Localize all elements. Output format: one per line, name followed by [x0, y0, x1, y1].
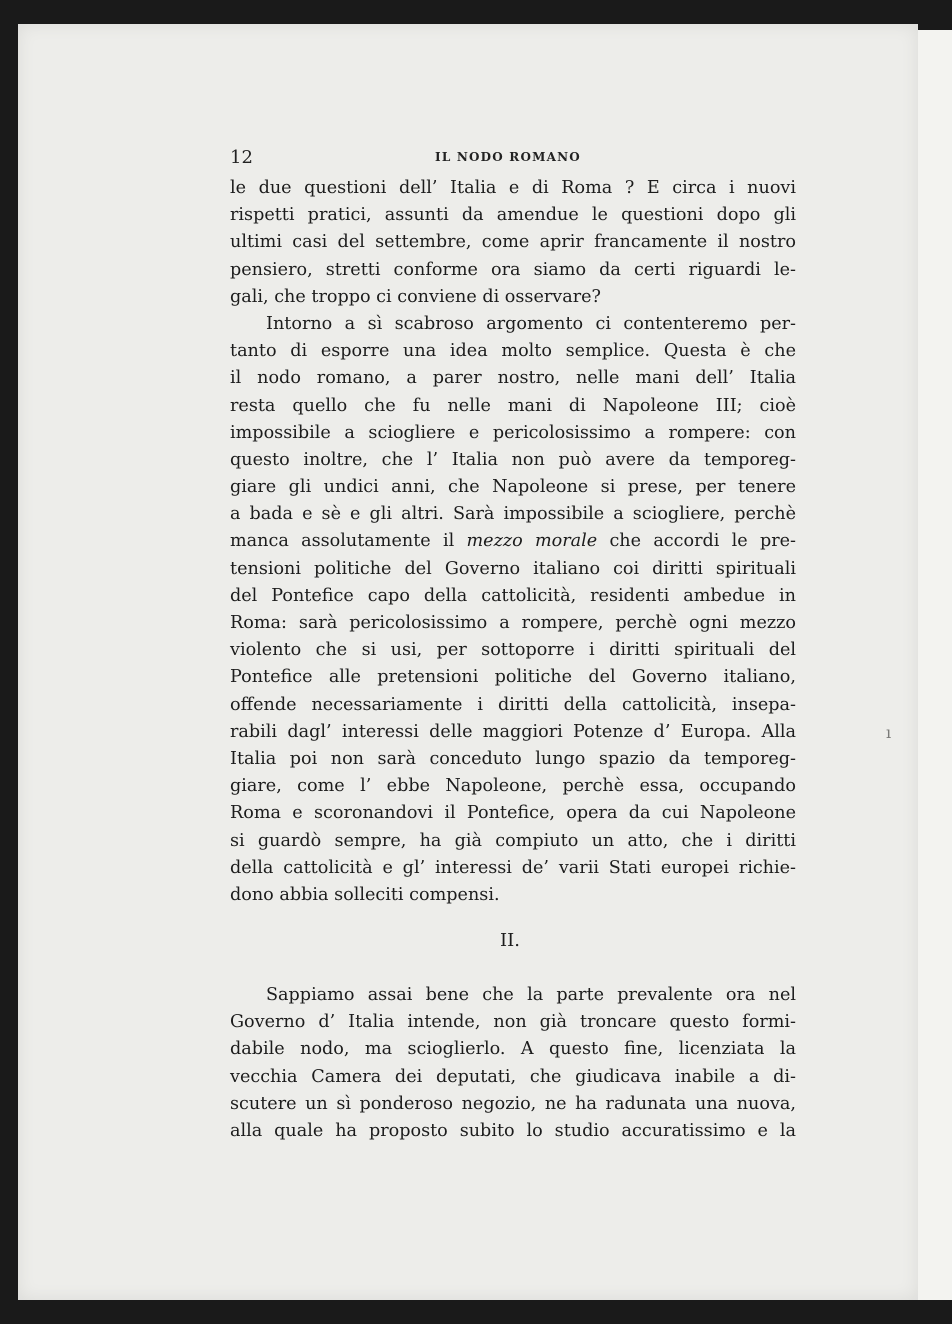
body-text-block-1: [230, 175, 796, 909]
text-line: rabili dagl’ interessi delle maggiori Potenze d’ Europa. Alla: [230, 721, 796, 742]
text-line: Roma: sarà pericolosissimo a rompere, perchè ogni mezzo: [230, 613, 796, 633]
text-line: tensioni politiche del Governo italiano coi diritti spirituali: [230, 558, 796, 579]
text-line: a bada e sè e gli altri. Sarà impossibile a sciogliere, perchè: [230, 504, 796, 525]
text-line: giare gli undici anni, che Napoleone si prese, per tenere: [230, 477, 796, 498]
section-heading: II.: [500, 930, 520, 951]
body-text-block-2: [230, 982, 796, 1145]
text-line: il nodo romano, a parer nostro, nelle mani dell’ Italia: [230, 368, 796, 389]
text-line: resta quello che fu nelle mani di Napoleone III; cioè: [230, 395, 796, 416]
margin-mark: ı: [886, 723, 892, 742]
text-line: pensiero, stretti conforme ora siamo da certi riguardi le-: [230, 259, 796, 280]
text-line: rispetti pratici, assunti da amendue le questioni dopo gli: [230, 205, 796, 226]
text-line: giare, come l’ ebbe Napoleone, perchè essa, occupando: [230, 776, 796, 797]
text-line: tanto di esporre una idea molto semplice. Questa è che: [230, 341, 796, 362]
emphasis: mezzo morale: [466, 531, 598, 552]
running-head: IL NODO ROMANO: [435, 150, 581, 164]
text-line: alla quale ha proposto subito lo studio accuratissimo e la: [230, 1120, 796, 1141]
text-line: del Pontefice capo della cattolicità, residenti ambedue in: [230, 585, 796, 606]
text-line: dabile nodo, ma scioglierlo. A questo fine, licenziata la: [230, 1039, 796, 1060]
text-line: gali, che troppo ci conviene di osservare?: [230, 286, 601, 307]
text-line: Intorno a sì scabroso argomento ci contenteremo per-: [266, 313, 796, 334]
text-line: Governo d’ Italia intende, non già troncare questo formi-: [230, 1012, 796, 1033]
text-line: scutere un sì ponderoso negozio, ne ha radunata una nuova,: [230, 1093, 796, 1114]
text-line: questo inoltre, che l’ Italia non può avere da temporeg-: [230, 449, 796, 470]
text-line: impossibile a sciogliere e pericolosissimo a rompere: con: [230, 422, 796, 443]
text-line: Italia poi non sarà conceduto lungo spazio da temporeg-: [230, 748, 796, 769]
text-line: Pontefice alle pretensioni politiche del Governo italiano,: [230, 667, 796, 688]
text-line: dono abbia solleciti compensi.: [230, 884, 500, 905]
text-line: della cattolicità e gl’ interessi de’ varii Stati europei richie-: [230, 857, 796, 878]
text-line: manca assolutamente il mezzo morale che accordi le pre-: [230, 531, 796, 552]
text-line: offende necessariamente i diritti della cattolicità, insepa-: [230, 694, 796, 715]
page-header: [230, 145, 796, 171]
text-line: vecchia Camera dei deputati, che giudicava inabile a di-: [230, 1066, 796, 1087]
text-line: le due questioni dell’ Italia e di Roma ? E circa i nuovi: [230, 178, 796, 198]
text-line: Sappiamo assai bene che la parte prevalente ora nel: [266, 985, 796, 1005]
text-line: ultimi casi del settembre, come aprir francamente il nostro: [230, 232, 796, 253]
page-number: 12: [230, 147, 253, 168]
text-line: violento che si usi, per sottoporre i diritti spirituali del: [230, 640, 796, 661]
text-line: si guardò sempre, ha già compiuto un atto, che i diritti: [230, 830, 796, 851]
text-line: Roma e scoronandovi il Pontefice, opera da cui Napoleone: [230, 803, 796, 824]
